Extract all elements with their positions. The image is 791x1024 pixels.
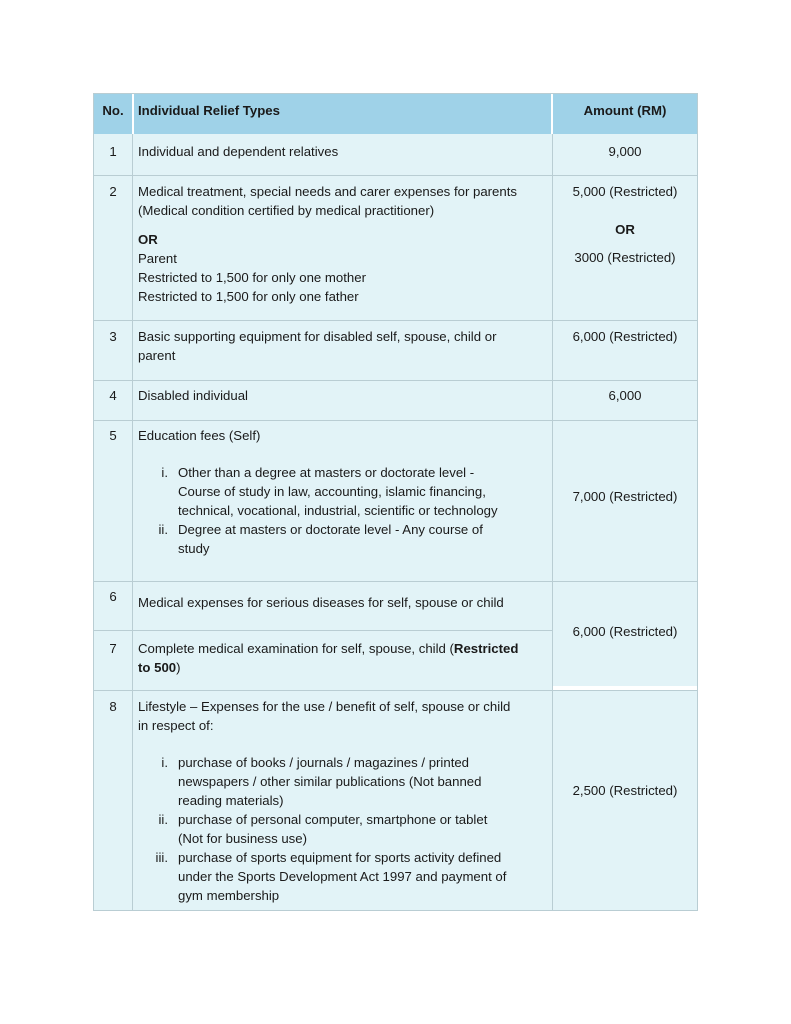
row-number: 6 bbox=[109, 589, 117, 604]
header-no: No. bbox=[102, 103, 124, 118]
row-number: 1 bbox=[109, 144, 117, 159]
list-line: study bbox=[178, 541, 210, 556]
list-marker: iii. bbox=[155, 850, 168, 865]
relief-type-line: Restricted to 1,500 for only one mother bbox=[138, 270, 366, 285]
relief-amount: 6,000 (Restricted) bbox=[572, 624, 678, 639]
relief-type-line: parent bbox=[138, 348, 176, 363]
relief-type-line: Lifestyle – Expenses for the use / benefit of self, spouse or child bbox=[138, 699, 511, 714]
header-relief-type: Individual Relief Types bbox=[138, 103, 280, 118]
header-amount: Amount (RM) bbox=[583, 103, 667, 118]
relief-type-line: Medical treatment, special needs and carer expenses for parents bbox=[138, 184, 517, 199]
relief-type: Medical expenses for serious diseases for self, spouse or child bbox=[138, 595, 504, 610]
list-line: Degree at masters or doctorate level - Any course of bbox=[178, 522, 483, 537]
relief-type-line: (Medical condition certified by medical practitioner) bbox=[138, 203, 435, 218]
row-number: 8 bbox=[109, 699, 117, 714]
list-marker: i. bbox=[161, 465, 168, 480]
list-line: Other than a degree at masters or doctorate level - bbox=[178, 465, 475, 480]
list-line: purchase of personal computer, smartphone or tablet bbox=[178, 812, 488, 827]
relief-type-line: in respect of: bbox=[138, 718, 214, 733]
row-number: 4 bbox=[109, 388, 117, 403]
relief-amount: 9,000 bbox=[608, 144, 642, 159]
relief-type-line: Complete medical examination for self, spouse, child (Restricted bbox=[138, 641, 519, 656]
row-number: 7 bbox=[109, 641, 117, 656]
list-line: under the Sports Development Act 1997 and payment of bbox=[178, 869, 507, 884]
list-line: purchase of sports equipment for sports activity defined bbox=[178, 850, 502, 865]
relief-type-line: to 500) bbox=[138, 660, 181, 675]
list-marker: ii. bbox=[158, 812, 168, 827]
relief-amount: 2,500 (Restricted) bbox=[572, 783, 678, 798]
list-marker: ii. bbox=[158, 522, 168, 537]
relief-amount: 5,000 (Restricted) bbox=[572, 184, 678, 199]
relief-amount: 6,000 bbox=[608, 388, 642, 403]
list-line: gym membership bbox=[178, 888, 280, 903]
relief-type-line: Restricted to 1,500 for only one father bbox=[138, 289, 359, 304]
list-line: purchase of books / journals / magazines / printed bbox=[178, 755, 470, 770]
relief-type-line: Basic supporting equipment for disabled self, spouse, child or bbox=[138, 329, 497, 344]
row-number: 3 bbox=[109, 329, 117, 344]
relief-table bbox=[93, 93, 698, 911]
row-number: 5 bbox=[109, 428, 117, 443]
amount-or-label: OR bbox=[615, 222, 635, 237]
relief-type-line: Education fees (Self) bbox=[138, 428, 261, 443]
relief-amount-alt: 3000 (Restricted) bbox=[574, 250, 676, 265]
list-line: reading materials) bbox=[178, 793, 284, 808]
list-line: Course of study in law, accounting, islamic financing, bbox=[178, 484, 486, 499]
relief-amount: 7,000 (Restricted) bbox=[572, 489, 678, 504]
list-line: technical, vocational, industrial, scientific or technology bbox=[178, 503, 498, 518]
list-line: newspapers / other similar publications (Not banned bbox=[178, 774, 482, 789]
row-number: 2 bbox=[109, 184, 117, 199]
or-label: OR bbox=[138, 232, 158, 247]
relief-amount: 6,000 (Restricted) bbox=[572, 329, 678, 344]
list-marker: i. bbox=[161, 755, 168, 770]
relief-type: Disabled individual bbox=[138, 388, 248, 403]
relief-type: Individual and dependent relatives bbox=[138, 144, 339, 159]
list-line: (Not for business use) bbox=[178, 831, 307, 846]
relief-type-line: Parent bbox=[138, 251, 177, 266]
